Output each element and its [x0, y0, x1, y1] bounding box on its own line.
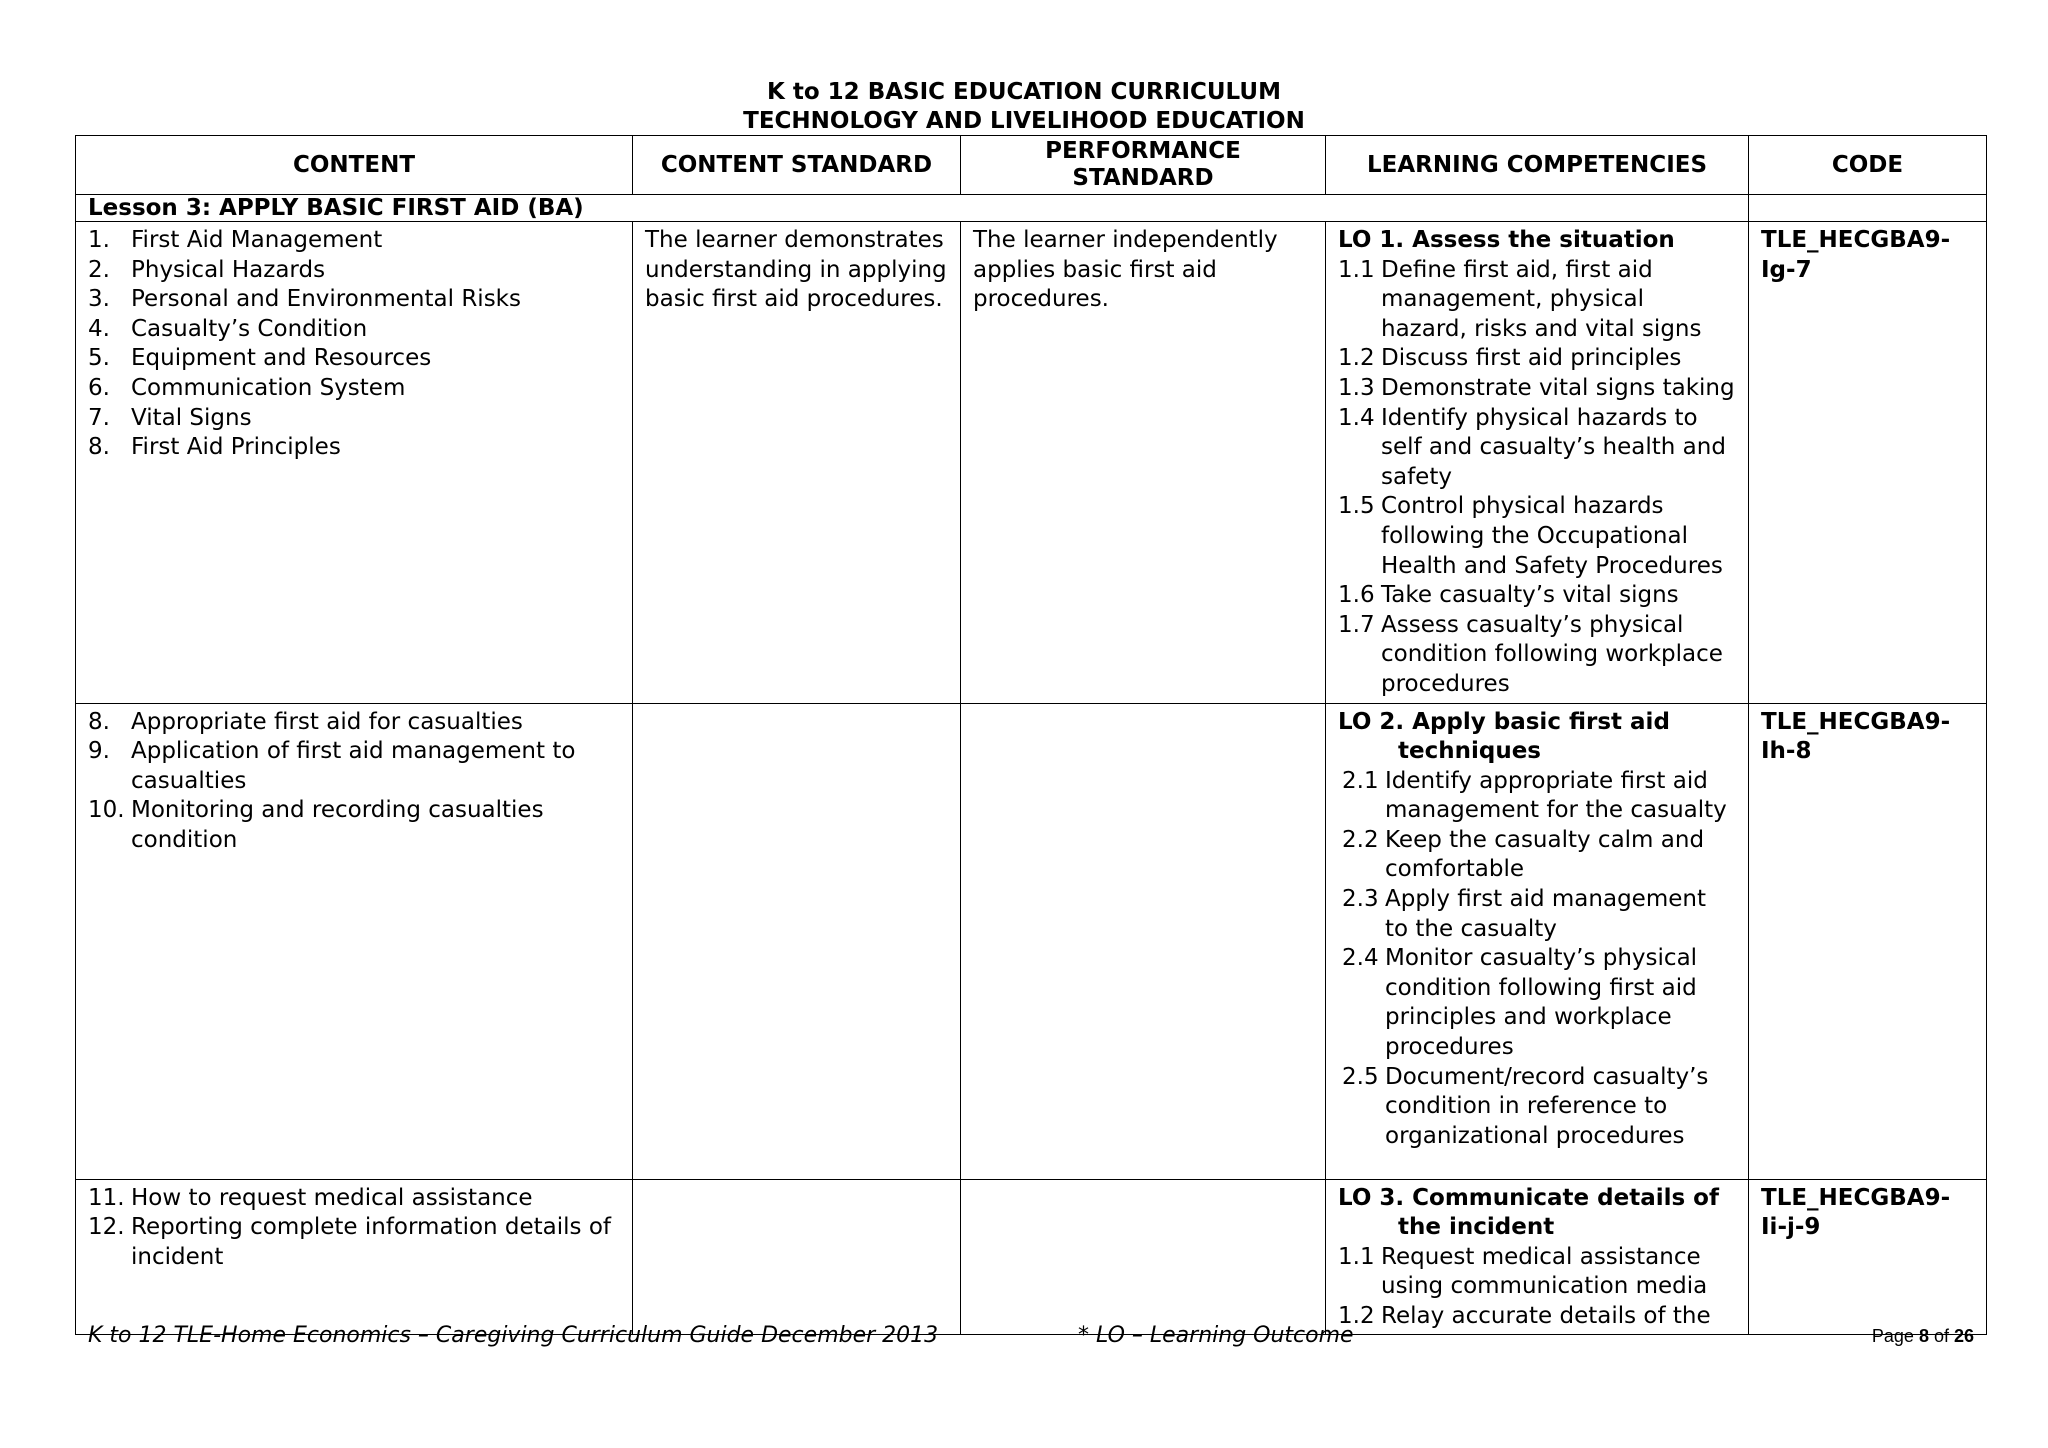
table-row: [76, 1179, 1987, 1335]
list-item: 2.1 Identify appropriate first aid management for the casualty: [1342, 767, 1727, 824]
lo-title: LO 2. Apply basic first aid techniques: [1338, 708, 1670, 765]
header-code: CODE: [1749, 136, 1987, 195]
list-item: 9. Application of first aid management to casualties: [88, 738, 576, 794]
performance-standard-cell: [961, 703, 1326, 1179]
list-item: 8. First Aid Principles: [88, 434, 341, 461]
document-title: [0, 78, 2048, 136]
performance-standard-cell: The learner independently applies basic first aid procedures.: [961, 222, 1326, 704]
list-item: 12. Reporting complete information details of incident: [88, 1214, 612, 1270]
curriculum-table: [75, 135, 1987, 1335]
content-standard-cell: [633, 703, 961, 1179]
content-cell: [76, 1179, 633, 1335]
list-item: 1.4 Identify physical hazards to self and casualty’s health and safety: [1338, 404, 1726, 490]
footer-page-number: Page 8 of 26: [1871, 1326, 1974, 1346]
footer-guide-title: K to 12 TLE-Home Economics – Caregiving Curriculum Guide December 2013: [88, 1323, 939, 1348]
header-content: CONTENT: [76, 136, 633, 195]
list-item: 2.2 Keep the casualty calm and comfortable: [1342, 826, 1705, 883]
lesson-title: Lesson 3: APPLY BASIC FIRST AID (BA): [76, 195, 1749, 222]
lesson-code-cell: [1749, 195, 1987, 222]
title-line-1: K to 12 BASIC EDUCATION CURRICULUM: [767, 79, 1281, 105]
list-item: 1.5 Control physical hazards following the Occupational Health and Safety Procedures: [1338, 493, 1723, 579]
list-item: 2.5 Document/record casualty’s condition in reference to organizational procedures: [1342, 1063, 1709, 1149]
list-item: 2. Physical Hazards: [88, 256, 326, 283]
list-item: 1.7 Assess casualty’s physical condition following workplace procedures: [1338, 611, 1723, 697]
list-item: 1. First Aid Management: [88, 227, 383, 253]
content-list: [88, 1184, 620, 1273]
list-item: 2.4 Monitor casualty’s physical condition following first aid principles and workplace procedures: [1342, 945, 1698, 1061]
list-item: 2.3 Apply first aid management to the casualty: [1342, 886, 1706, 942]
header-learning-competencies: LEARNING COMPETENCIES: [1326, 136, 1749, 195]
list-item: 1.1 Request medical assistance using communication media: [1338, 1243, 1708, 1300]
title-line-2: TECHNOLOGY AND LIVELIHOOD EDUCATION: [743, 108, 1305, 134]
content-standard-cell: The learner demonstrates understanding in applying basic first aid procedures.: [633, 222, 961, 704]
list-item: 1.6 Take casualty’s vital signs: [1338, 582, 1679, 609]
list-item: 7. Vital Signs: [88, 404, 252, 431]
code-cell: TLE_HECGBA9-Ii-j-9: [1749, 1179, 1987, 1335]
content-cell: [76, 222, 633, 704]
list-item: 4. Casualty’s Condition: [88, 315, 368, 342]
list-item: 3. Personal and Environmental Risks: [88, 286, 521, 313]
lo-title: LO 1. Assess the situation: [1338, 227, 1675, 253]
list-item: 6. Communication System: [88, 374, 406, 401]
code-cell: TLE_HECGBA9-Ig-7: [1749, 222, 1987, 704]
lo-title: LO 3. Communicate details of the incident: [1338, 1184, 1719, 1241]
header-content-standard: CONTENT STANDARD: [633, 136, 961, 195]
list-item: 1.1 Define first aid, first aid management, physical hazard, risks and vital signs: [1338, 256, 1702, 342]
lo-items: [1338, 256, 1736, 700]
list-item: 11. How to request medical assistance: [88, 1184, 533, 1211]
list-item: 1.3 Demonstrate vital signs taking: [1338, 374, 1735, 401]
content-cell: [76, 703, 633, 1179]
learning-competencies-cell: [1326, 222, 1749, 704]
lo-items: [1338, 1243, 1736, 1332]
performance-standard-cell: [961, 1179, 1326, 1335]
content-standard-cell: [633, 1179, 961, 1335]
list-item: 10. Monitoring and recording casualties condition: [88, 797, 544, 853]
table-header-row: [76, 136, 1987, 195]
content-list: [88, 708, 620, 856]
list-item: 1.2 Discuss first aid principles: [1338, 345, 1682, 372]
lo-items: [1338, 767, 1736, 1152]
table-row: [76, 222, 1987, 704]
learning-competencies-cell: [1326, 703, 1749, 1179]
list-item: 1.2 Relay accurate details of the: [1338, 1302, 1711, 1329]
list-item: 5. Equipment and Resources: [88, 345, 432, 372]
code-cell: TLE_HECGBA9-Ih-8: [1749, 703, 1987, 1179]
table-row: [76, 703, 1987, 1179]
header-performance-standard: PERFORMANCE STANDARD: [961, 136, 1326, 195]
learning-competencies-cell: [1326, 1179, 1749, 1335]
lesson-row: [76, 195, 1987, 222]
footer-lo-note: * LO – Learning Outcome: [1078, 1323, 1354, 1348]
list-item: 8. Appropriate first aid for casualties: [88, 708, 523, 735]
content-list: [88, 226, 620, 463]
